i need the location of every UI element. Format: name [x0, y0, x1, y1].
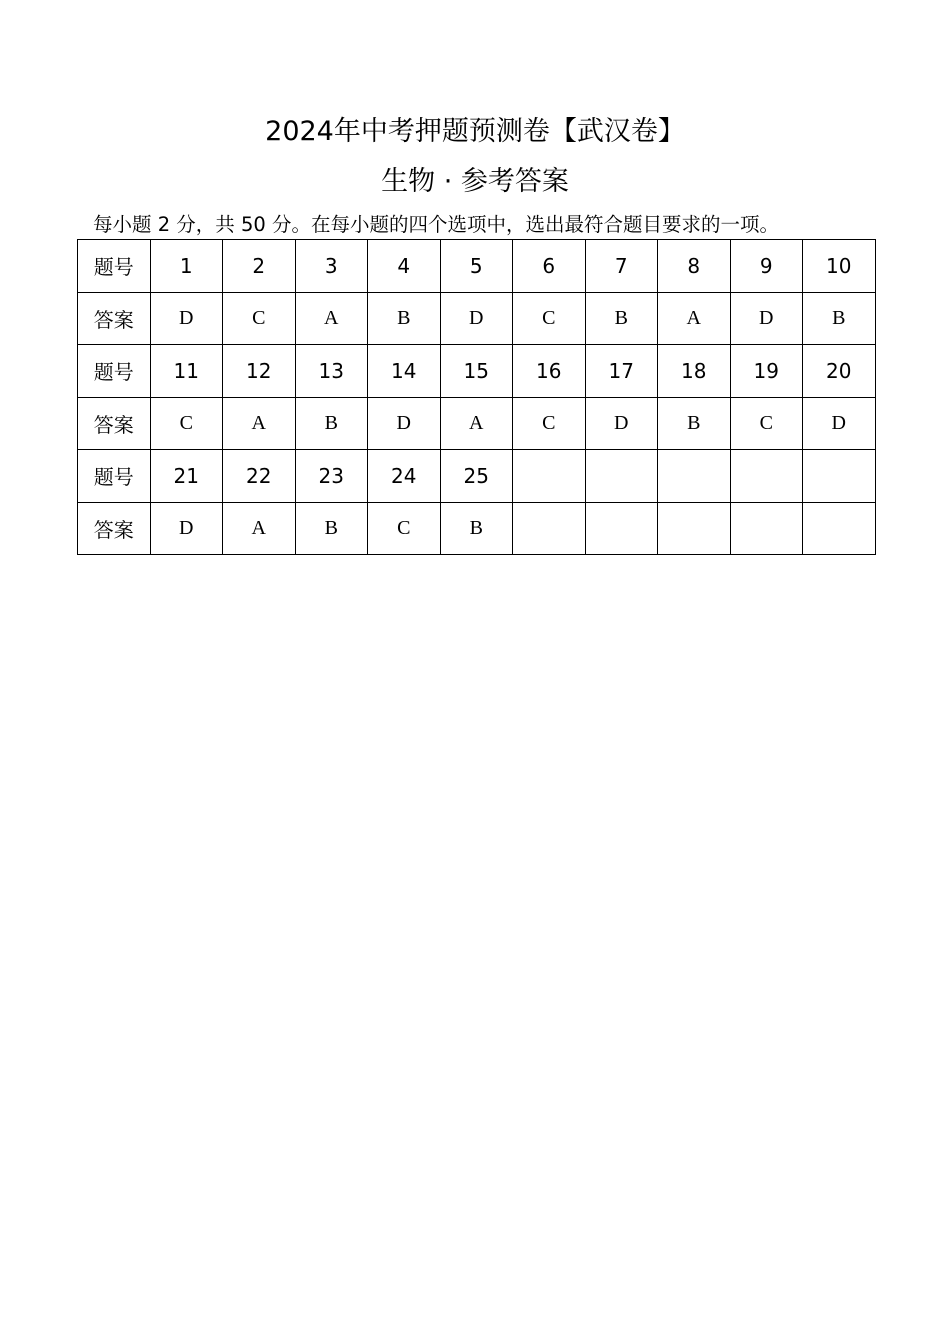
question-number-cell: 4: [368, 240, 441, 293]
answer-cell: B: [585, 292, 658, 345]
answer-cell: A: [440, 397, 513, 450]
answer-cell: D: [150, 502, 223, 555]
answer-cell: [658, 502, 731, 555]
question-number-cell: 18: [658, 345, 731, 398]
page-title: 2024年中考押题预测卷【武汉卷】: [265, 116, 685, 147]
question-number-cell: 12: [223, 345, 296, 398]
answer-cell: [803, 502, 876, 555]
question-number-label: 题号: [78, 450, 151, 503]
question-number-cell: 17: [585, 345, 658, 398]
answer-cell: B: [803, 292, 876, 345]
question-number-label: 题号: [78, 345, 151, 398]
answer-cell: D: [730, 292, 803, 345]
question-number-cell: 19: [730, 345, 803, 398]
question-number-cell: [585, 450, 658, 503]
answer-cell: B: [658, 397, 731, 450]
question-number-cell: 9: [730, 240, 803, 293]
question-number-cell: 22: [223, 450, 296, 503]
question-number-row: [78, 450, 876, 503]
question-number-cell: [803, 450, 876, 503]
answer-label: 答案: [78, 292, 151, 345]
question-number-cell: 5: [440, 240, 513, 293]
answer-row: [78, 502, 876, 555]
answer-cell: [513, 502, 586, 555]
answer-cell: A: [295, 292, 368, 345]
answer-cell: C: [368, 502, 441, 555]
answer-cell: A: [223, 502, 296, 555]
question-number-cell: 6: [513, 240, 586, 293]
question-number-cell: 23: [295, 450, 368, 503]
answer-cell: C: [730, 397, 803, 450]
answer-row: [78, 292, 876, 345]
answer-row: [78, 397, 876, 450]
answer-cell: C: [513, 397, 586, 450]
question-number-cell: [513, 450, 586, 503]
answer-cell: B: [295, 397, 368, 450]
answer-label: 答案: [78, 502, 151, 555]
answer-cell: B: [295, 502, 368, 555]
answer-table-body: [78, 240, 876, 555]
answer-cell: D: [440, 292, 513, 345]
answer-cell: B: [368, 292, 441, 345]
answer-cell: D: [150, 292, 223, 345]
question-number-cell: 7: [585, 240, 658, 293]
question-number-cell: [658, 450, 731, 503]
question-number-cell: 1: [150, 240, 223, 293]
question-number-cell: 21: [150, 450, 223, 503]
question-number-cell: 3: [295, 240, 368, 293]
instruction-text: 每小题 2 分，共 50 分。在每小题的四个选项中，选出最符合题目要求的一项。: [93, 213, 780, 236]
answer-cell: D: [585, 397, 658, 450]
question-number-cell: 8: [658, 240, 731, 293]
question-number-cell: [730, 450, 803, 503]
question-number-cell: 15: [440, 345, 513, 398]
answer-cell: B: [440, 502, 513, 555]
question-number-cell: 2: [223, 240, 296, 293]
answer-cell: D: [803, 397, 876, 450]
answer-cell: A: [658, 292, 731, 345]
answer-table: [77, 239, 876, 555]
answer-cell: C: [150, 397, 223, 450]
question-number-cell: 16: [513, 345, 586, 398]
answer-cell: C: [513, 292, 586, 345]
question-number-row: [78, 345, 876, 398]
question-number-cell: 10: [803, 240, 876, 293]
answer-cell: [730, 502, 803, 555]
question-number-cell: 14: [368, 345, 441, 398]
question-number-row: [78, 240, 876, 293]
question-number-cell: 24: [368, 450, 441, 503]
answer-label: 答案: [78, 397, 151, 450]
question-number-cell: 20: [803, 345, 876, 398]
answer-cell: C: [223, 292, 296, 345]
answer-cell: A: [223, 397, 296, 450]
question-number-label: 题号: [78, 240, 151, 293]
page-subtitle: 生物 · 参考答案: [381, 166, 569, 197]
question-number-cell: 13: [295, 345, 368, 398]
question-number-cell: 25: [440, 450, 513, 503]
answer-cell: D: [368, 397, 441, 450]
question-number-cell: 11: [150, 345, 223, 398]
answer-cell: [585, 502, 658, 555]
